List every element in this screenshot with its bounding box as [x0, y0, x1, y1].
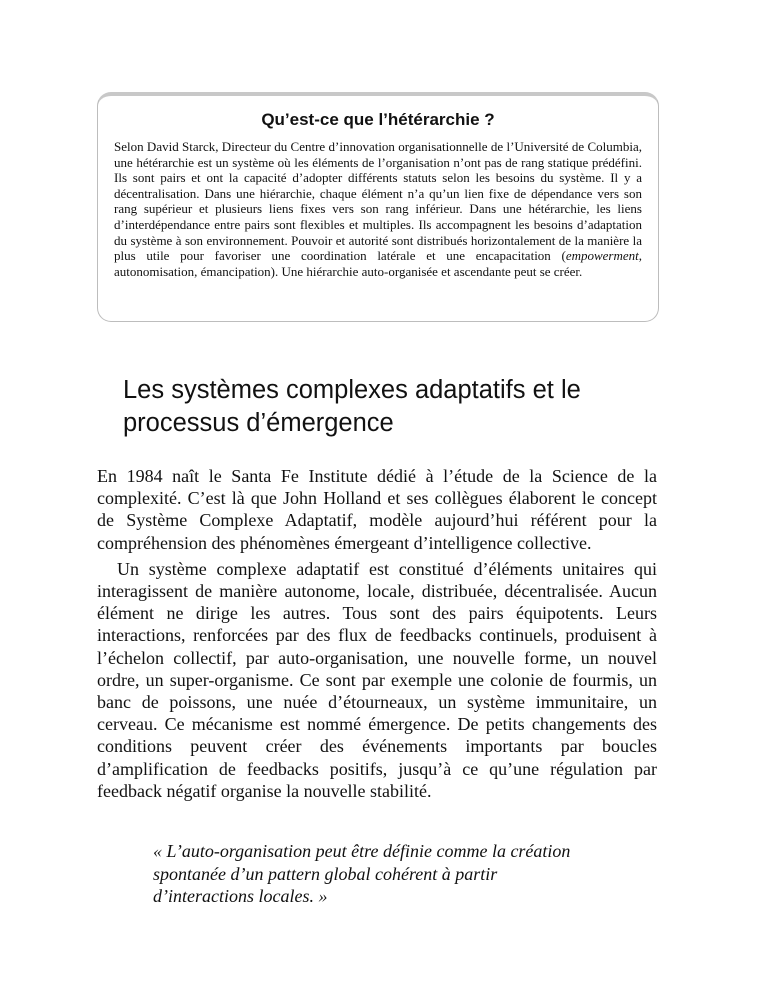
section-body	[97, 465, 657, 806]
paragraph-2: Un système complexe adaptatif est constitué d’éléments unitaires qui interagissent de manière autonome, locale, distribuée, décentralisée. Aucun élément ne dirige les autres. Tous sont des pairs équipotents. Leurs interactions, renforcées par des flux de feedbacks continuels, produisent à l’échelon collectif, par auto-organisation, une nouvelle forme, un nouvel ordre, un super-organisme. Ce sont par exemple une colonie de fourmis, un banc de poissons, une nuée d’étourneaux, un système immunitaire, un cerveau. Ce mécanisme est nommé émergence. De petits changements des conditions peuvent créer des événements importants par boucles d’amplification de feedbacks positifs, jusqu’à ce qu’une régulation par feedback négatif organise la nouvelle stabilité.	[97, 558, 657, 801]
sidebar-text-part-2: , autonomisation, émancipation). Une hiérarchie auto-organisée et ascendante peut se créer.	[114, 248, 642, 279]
quote-line-2: spontanée d’un pattern global cohérent à partir	[153, 863, 498, 884]
block-quote	[153, 840, 653, 908]
sidebar-box-text	[114, 139, 642, 279]
sidebar-box-title: Qu’est-ce que l’hétérarchie ?	[261, 110, 495, 129]
quote-line-1: « L’auto-organisation peut être définie comme la création	[153, 841, 571, 861]
sidebar-text-emphasis: empowerment	[565, 248, 639, 264]
quote-line-3: d’interactions locales. »	[153, 886, 328, 906]
paragraph-1: En 1984 naît le Santa Fe Institute dédié à l’étude de la Science de la complexité. C’est là que John Holland et ses collègues élaborent le concept de Système Complexe Adaptatif, modèle aujourd’hui référent pour la compréhension des phénomènes émergeant d’intelligence collective.	[97, 466, 657, 553]
sidebar-text-part-1: Selon David Starck, Directeur du Centre d’innovation organisationnelle de l’Université de Columbia, une hétérarchie est un système où les éléments de l’organisation n’ont pas de rang statique prédéfini. Ils sont pairs et ont la capacité d’adopter différents statuts selon les besoins du système. Il y a décentralisation. Dans une hiérarchie, chaque élément n’a qu’un lien fixe de dépendance vers son rang supérieur et plusieurs liens fixes vers son rang inférieur. Dans une hétérarchie, les liens d’interdépendance entre pairs sont flexibles et multiples. Ils accompagnent les besoins d’adaptation du système à son environnement. Pouvoir et autorité sont distribués horizontalement de la manière la plus utile pour favoriser une coordination latérale et une encapacitation (	[114, 139, 642, 264]
heterarchy-sidebar-box	[97, 92, 659, 322]
section-heading: Les systèmes complexes adaptatifs et le processus d’émergence	[123, 376, 581, 437]
